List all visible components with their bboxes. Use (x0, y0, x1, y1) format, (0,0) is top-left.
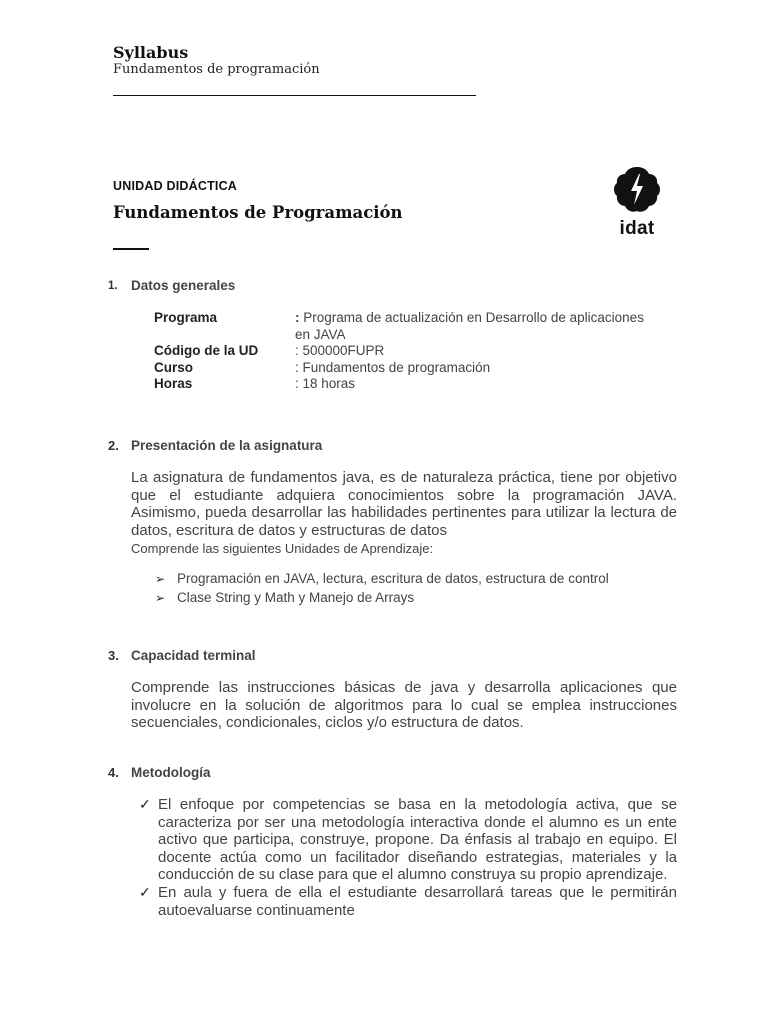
horas-value: : 18 horas (295, 376, 356, 391)
row-curso (154, 360, 679, 377)
list-item-text: En aula y fuera de ella el estudiante desarrollará tareas que le permitirán autoevaluarse continuamente (158, 883, 677, 919)
list-item (155, 588, 675, 607)
section-1-number: 1. (108, 280, 118, 292)
section-1-title: Datos generales (131, 278, 236, 293)
arrow-bullet-icon: ➢ (155, 571, 166, 586)
codigo-value: : 500000FUPR (295, 343, 385, 358)
curso-value: : Fundamentos de programación (295, 359, 491, 375)
section-4-number: 4. (108, 765, 119, 780)
list-item (139, 884, 677, 919)
arrow-bullet-icon: ➢ (155, 590, 166, 605)
unit-title: Fundamentos de Programación (113, 203, 403, 222)
document-title: Syllabus (113, 43, 189, 62)
section-3-number: 3. (108, 648, 119, 663)
row-horas (154, 376, 679, 393)
section-3-title: Capacidad terminal (131, 648, 256, 663)
checkmark-icon: ✓ (139, 796, 151, 812)
list-item-text: Programación en JAVA, lectura, escritura de datos, estructura de control (177, 571, 609, 586)
curso-key: Curso (154, 359, 194, 375)
row-programa (154, 310, 679, 327)
spacer (154, 327, 295, 344)
list-item-text: El enfoque por competencias se basa en la metodología activa, que se caracteriza por ser una metodología interactiva donde el alumno es un ente activo que participa, construye, propone. Da énfasis al trabajo en equipo. El docente actúa como un facilitador diseñando estrategias, materiales y la conducción de su clase para que el alumno construya su propio aprendizaje. (158, 796, 677, 884)
list-item (139, 796, 677, 884)
programa-key: Programa (154, 310, 218, 325)
header-divider (113, 95, 476, 96)
horas-key: Horas (154, 376, 193, 391)
programa-value-cont: en JAVA (295, 326, 346, 342)
list-item-text: Clase String y Math y Manejo de Arrays (177, 590, 415, 605)
unit-label: UNIDAD DIDÁCTICA (113, 179, 238, 193)
section-2-number: 2. (108, 438, 119, 453)
capacidad-paragraph: Comprende las instrucciones básicas de java y desarrolla aplicaciones que involucre en la solución de algoritmos para lo cual se emplea instrucciones secuenciales, condicionales, ciclos y/o estructura de datos. (131, 679, 677, 732)
checkmark-icon: ✓ (139, 883, 151, 900)
datos-generales-table (154, 310, 679, 393)
codigo-key: Código de la UD (154, 343, 259, 358)
row-codigo (154, 343, 679, 360)
row-programa-cont (154, 327, 679, 344)
document-subtitle: Fundamentos de programación (113, 62, 320, 77)
presentacion-intro: Comprende las siguientes Unidades de Aprendizaje: (131, 541, 434, 556)
programa-value (295, 310, 679, 327)
metodologia-list (139, 796, 677, 919)
unit-divider (113, 248, 149, 250)
programa-colon: : (295, 310, 300, 325)
section-2-title: Presentación de la asignatura (131, 438, 323, 453)
presentacion-paragraph: La asignatura de fundamentos java, es de naturaleza práctica, tiene por objetivo que el estudiante adquiera conocimientos sobre la programación JAVA. Asimismo, pueda desarrollar las habilidades pertinentes para utilizar la lectura de datos, escritura de datos y estructuras de datos (131, 469, 677, 539)
unidades-list (155, 569, 675, 607)
section-4-title: Metodología (131, 765, 211, 780)
list-item (155, 569, 675, 588)
programa-text: Programa de actualización en Desarrollo de aplicaciones (299, 310, 644, 325)
logo-text: idat (619, 218, 655, 239)
